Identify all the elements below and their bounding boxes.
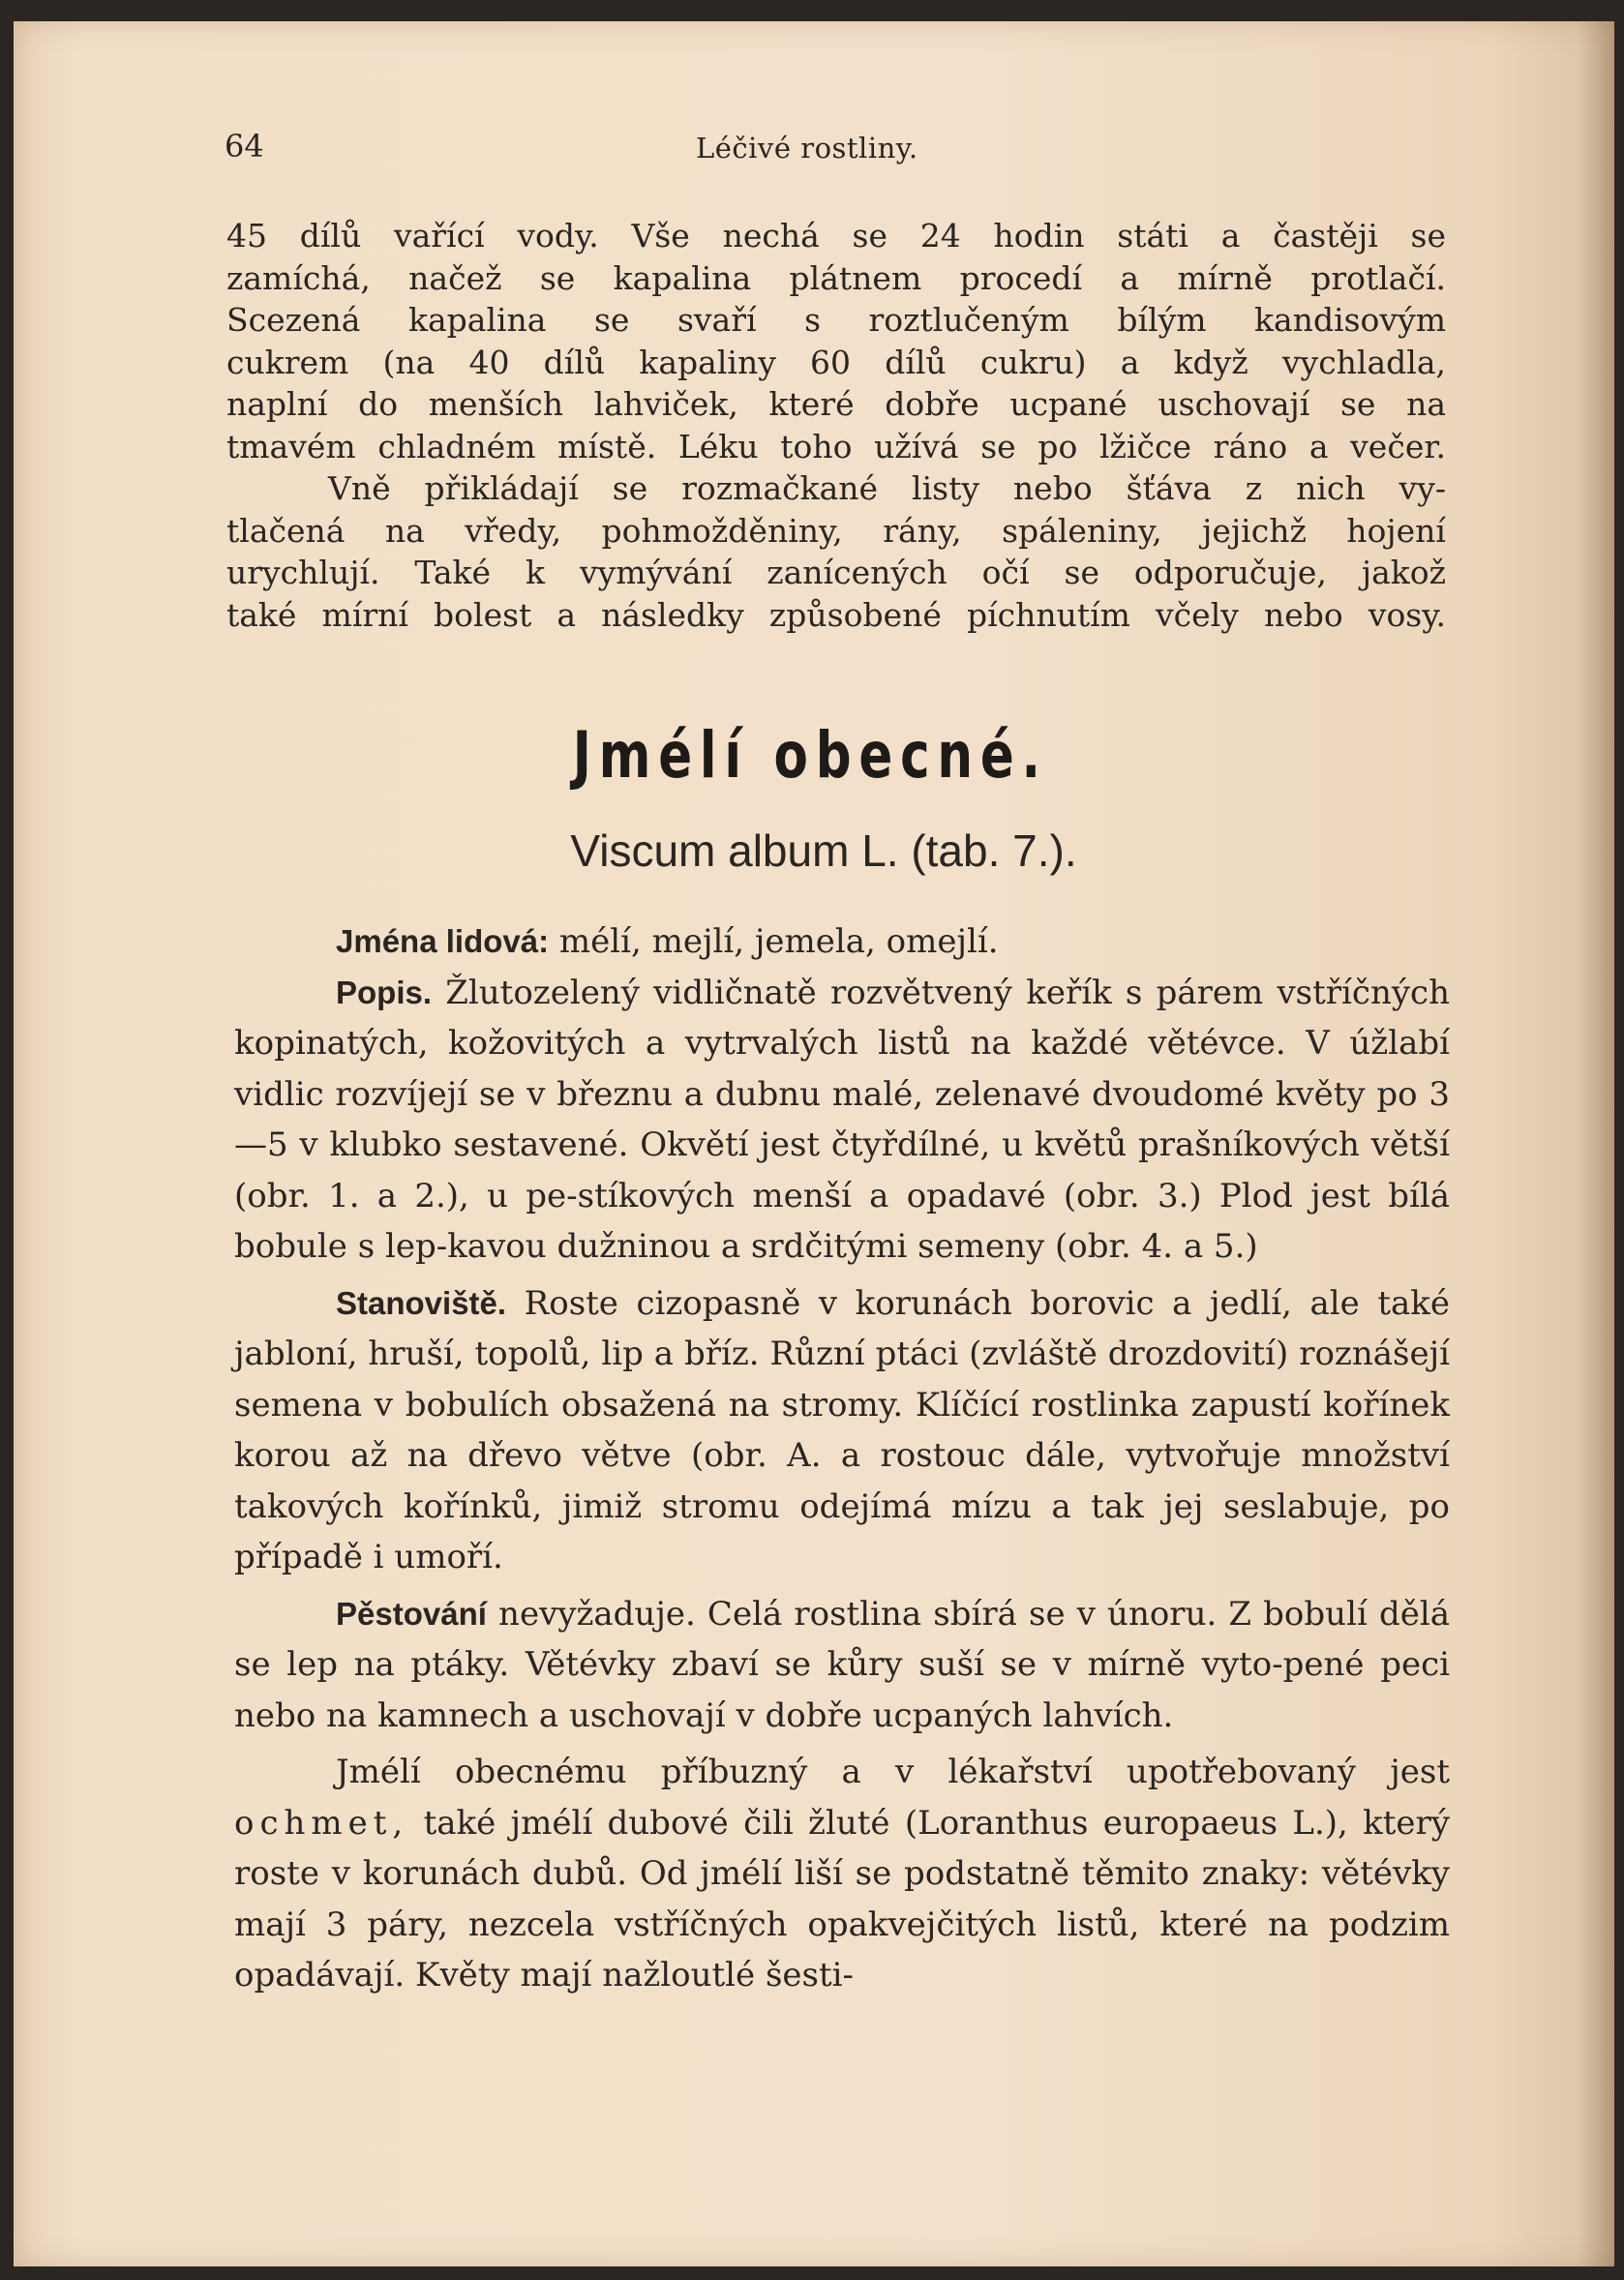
description-text: Žlutozelený vidličnatě rozvětvený keřík s párem vstříčných kopinatých, kožovitých a vytrvalých listů na každé větévce. V úžlabí vidlic rozvíjejí se v březnu a dubnu malé, zelenavé dvoudomé květy po 3—5 v klubko sestavené. Okvětí jest čtyřdílné, u květů prašníkových větší (obr. 1. a 2.), u pe-stíkových menší a opadavé (obr. 3.) Plod jest bílá bobule s lep-kavou dužninou a srdčitými semeny (obr. 4. a 5.) bbox=[234, 973, 1450, 1266]
page-edge-shadow bbox=[1578, 21, 1614, 2266]
habitat-label: Stanoviště. bbox=[336, 1284, 507, 1321]
text-line: 45 dílů vařící vody. Vše nechá se 24 hodin státi a častěji se bbox=[226, 217, 1446, 255]
related-paragraph bbox=[234, 1747, 1450, 2001]
cultivation-text: nevyžaduje. Celá rostlina sbírá se v únoru. Z bobulí dělá se lep na ptáky. Větévky zbaví se kůry suší se v mírně vyto-pené peci nebo na kamnech a uschovají v dobře ucpaných lahvích. bbox=[234, 1594, 1450, 1735]
related-text-start: Jmélí obecnému příbuzný a v lékařství upotřebovaný jest bbox=[336, 1753, 1450, 1791]
related-spaced-word: ochmet, bbox=[234, 1803, 409, 1843]
description-label: Popis. bbox=[336, 974, 433, 1010]
intro-text bbox=[226, 215, 1446, 636]
latin-name: Viscum album L. (tab. 7.). bbox=[570, 825, 1077, 876]
text-line: urychlují. Také k vymývání zanícených očí se odporučuje, jakož bbox=[226, 554, 1446, 591]
text-line: Vně přikládají se rozmačkané listy nebo šťáva z nich vy- bbox=[328, 469, 1446, 507]
main-text bbox=[234, 916, 1450, 2001]
text-line: tmavém chladném místě. Léku toho užívá se po lžičce ráno a večer. bbox=[226, 427, 1446, 465]
description-paragraph bbox=[234, 968, 1450, 1273]
folk-names-paragraph bbox=[234, 916, 1450, 968]
text-line: zamíchá, načež se kapalina plátnem procedí a mírně protlačí. bbox=[226, 258, 1446, 297]
related-text-rest: také jmélí dubové čili žluté (Loranthus europaeus L.), který roste v korunách dubů. Od jmélí liší se podstatně těmito znaky: větévky mají 3 páry, nezcela vstříčných opakvejčitých listů, které na podzim opadávají. Květy mají nažloutlé šesti- bbox=[234, 1803, 1450, 1995]
habitat-paragraph bbox=[234, 1278, 1450, 1583]
text-line: také mírní bolest a následky způsobené píchnutím včely nebo vosy. bbox=[226, 595, 1446, 634]
page-header bbox=[14, 128, 1614, 176]
running-title: Léčivé rostliny. bbox=[696, 132, 918, 165]
cultivation-label: Pěstování bbox=[336, 1595, 487, 1632]
page-number: 64 bbox=[225, 128, 264, 165]
text-line: Scezená kapalina se svaří s roztlučeným bílým kandisovým bbox=[226, 301, 1446, 339]
folk-names-text: mélí, mejlí, jemela, omejlí. bbox=[549, 922, 999, 961]
section-title: Jmélí obecné. bbox=[572, 718, 1048, 793]
text-line: tlačená na vředy, pohmožděniny, rány, spáleniny, jejichž hojení bbox=[226, 511, 1446, 550]
text-line: cukrem (na 40 dílů kapaliny 60 dílů cukru) a když vychladla, bbox=[226, 343, 1446, 381]
habitat-text: Roste cizopasně v korunách borovic a jedlí, ale také jabloní, hruší, topolů, lip a bříz. Různí ptáci (zvláště drozdovití) roznášejí semena v bobulích obsažená na stromy. Klíčící rostlinka zapustí kořínek korou až na dřevo větve (obr. A. a rostouc dále, vytvořuje množství takových kořínků, jimiž stromu odejímá mízu a tak jej seslabuje, po případě i umoří. bbox=[234, 1283, 1450, 1576]
folk-names-label: Jména lidová: bbox=[336, 923, 550, 959]
text-line: naplní do menších lahviček, které dobře ucpané uschovají se na bbox=[226, 385, 1446, 423]
cultivation-paragraph bbox=[234, 1589, 1450, 1742]
book-page bbox=[14, 21, 1614, 2266]
